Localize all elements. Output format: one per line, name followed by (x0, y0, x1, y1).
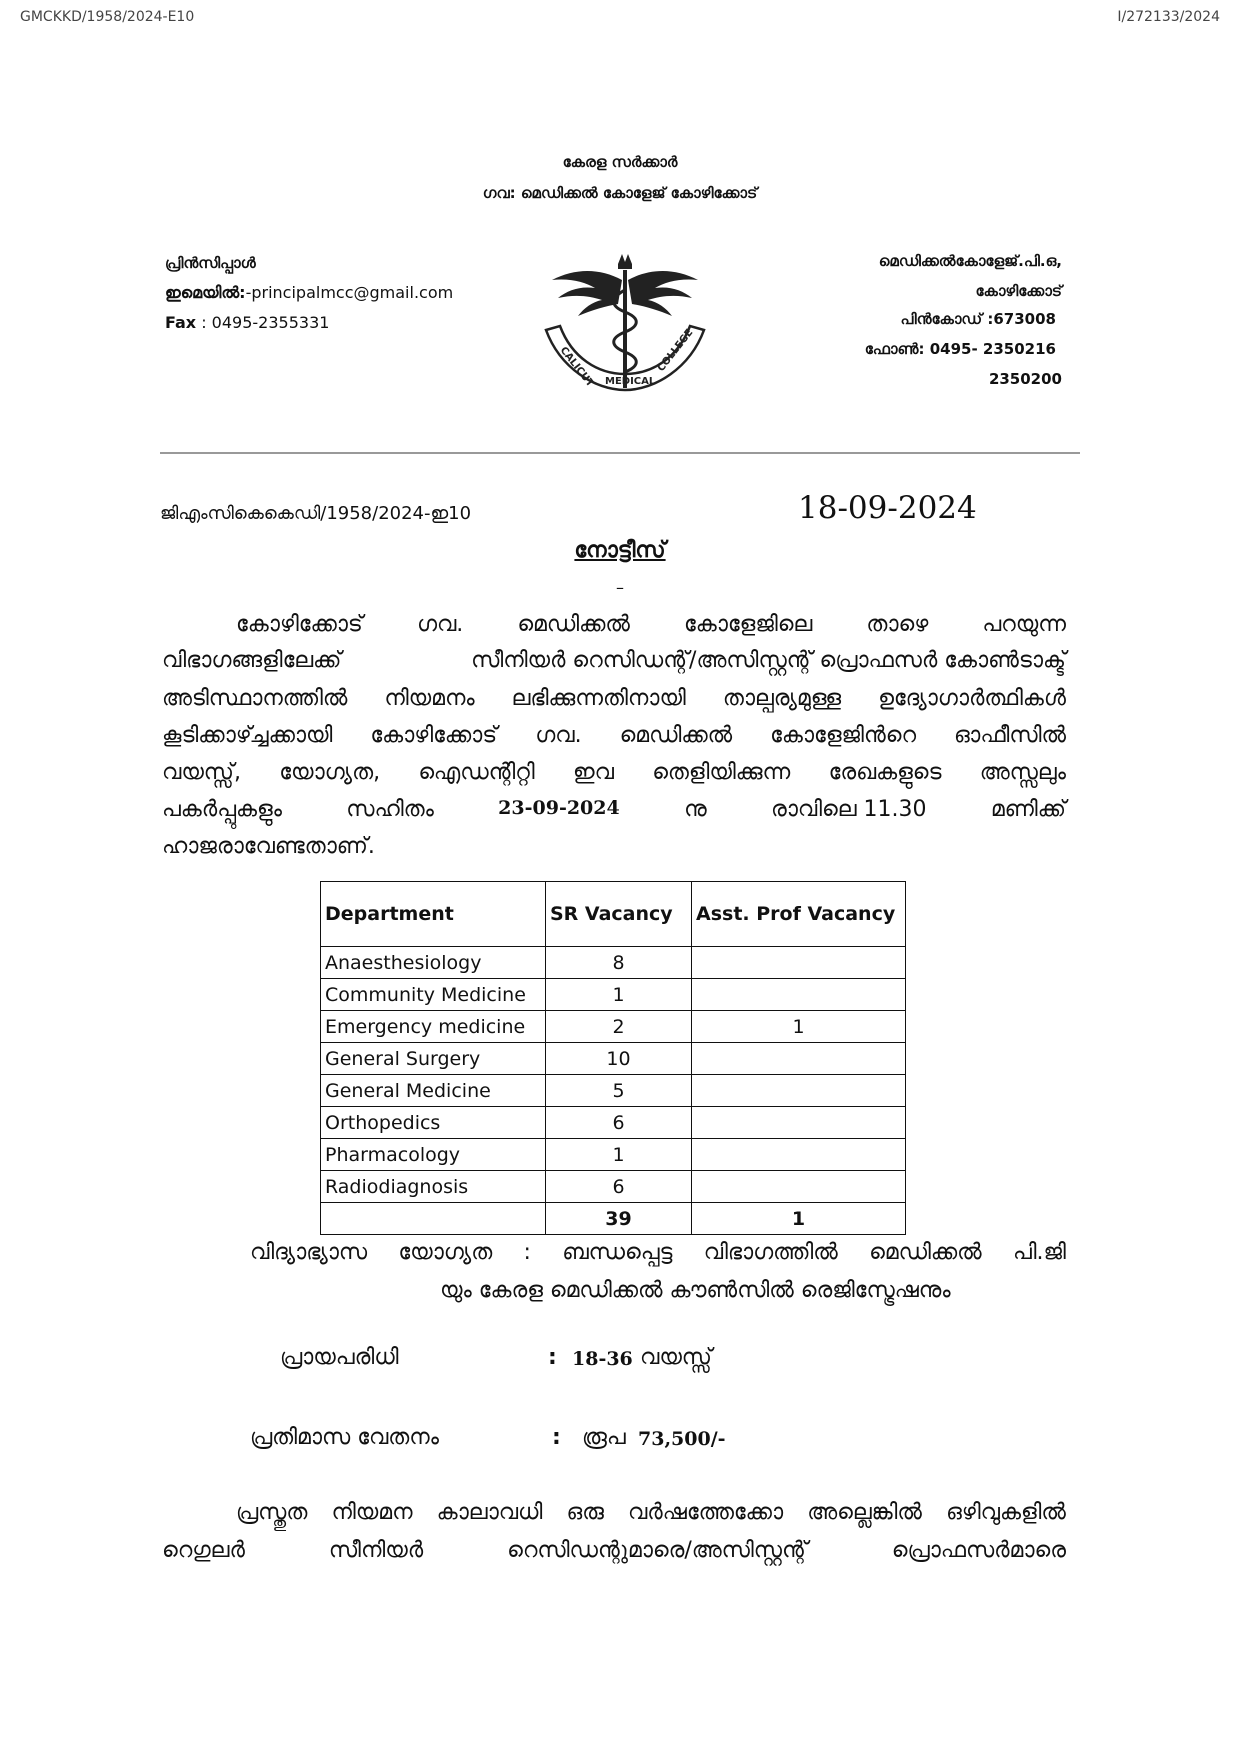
word: പ്രസ്തുത (236, 1500, 308, 1525)
body-line-5 (162, 760, 1066, 785)
ap-total-cell: 1 (692, 1203, 906, 1235)
email-line (165, 283, 453, 303)
word: കോളേജിലെ (684, 612, 813, 637)
salary-prefix: രൂപ (582, 1425, 626, 1450)
ap-vacancy-cell: 1 (692, 1011, 906, 1043)
table-row (321, 1043, 906, 1075)
word: കൂടിക്കാഴ്ച്ചക്കായി (162, 723, 333, 748)
vacancy-table (320, 881, 906, 1235)
column-header: Asst. Prof Vacancy (692, 882, 906, 947)
department-cell: Anaesthesiology (321, 947, 546, 979)
fax-line (165, 313, 329, 332)
government-title: കേരള സർക്കാർ (562, 153, 678, 171)
word: മെഡിക്കൽ (517, 612, 630, 637)
word: പി.ജി (1012, 1240, 1066, 1265)
total-label-cell (321, 1203, 546, 1235)
department-cell: Radiodiagnosis (321, 1171, 546, 1203)
word: തെളിയിക്കുന്ന (652, 760, 791, 785)
body-line-7: ഹാജരാവേണ്ടതാണ്. (162, 834, 375, 859)
column-header: SR Vacancy (546, 882, 692, 947)
word: സഹിതം (346, 797, 434, 822)
principal-title: പ്രിൻസിപ്പാൾ (165, 254, 256, 272)
sr-vacancy-cell: 10 (546, 1043, 692, 1075)
age-separator: : (548, 1345, 557, 1370)
word: ഓഫീസിൽ (954, 723, 1066, 748)
word: : (523, 1240, 531, 1265)
word: കോഴിക്കോട് (236, 612, 363, 637)
ap-vacancy-cell (692, 1139, 906, 1171)
notice-title: നോട്ടീസ് (574, 538, 666, 563)
word: ഗവ. (535, 723, 582, 748)
word: അസ്സലും (979, 760, 1066, 785)
sr-vacancy-cell: 5 (546, 1075, 692, 1107)
word: വിഭാഗത്തിൽ (703, 1240, 838, 1265)
salary-value: 73,500/- (638, 1428, 726, 1450)
word: ഗവ. (416, 612, 464, 637)
word: നിയമനം (384, 686, 475, 711)
word: രേഖകളുടെ (828, 760, 942, 785)
word: ഉദ്യോഗാർത്ഥികൾ (878, 686, 1066, 711)
ap-vacancy-cell (692, 1171, 906, 1203)
department-cell: Pharmacology (321, 1139, 546, 1171)
table-row (321, 1011, 906, 1043)
word: പറയുന്ന (982, 612, 1066, 637)
document-reference-right: I/272133/2024 (1117, 9, 1220, 25)
word: മണിക്ക് (990, 797, 1066, 822)
department-cell: Orthopedics (321, 1107, 546, 1139)
word: സീനിയർ (328, 1538, 424, 1563)
closing-line-1 (236, 1500, 1066, 1525)
department-cell: General Surgery (321, 1043, 546, 1075)
age-value: 18-36 (572, 1348, 633, 1370)
qualification-line-2: യും കേരള മെഡിക്കൽ കൗൺസിൽ രെജിസ്ട്രേഷനും (440, 1278, 951, 1303)
word: ഒരു (566, 1500, 604, 1525)
word: വർഷത്തേക്കോ (627, 1500, 784, 1525)
table-row (321, 1075, 906, 1107)
word: ബന്ധപ്പെട്ട (562, 1240, 673, 1265)
word: കോളേജിൻറെ (770, 723, 917, 748)
word: റെഗുലർ (162, 1538, 245, 1563)
word: സീനിയർ റെസിഡന്റ്/അസിസ്റ്റന്റ് പ്രൊഫസർ കോൺടാക്ട് (471, 648, 1066, 673)
pincode-line: പിൻകോഡ് :673008 (900, 310, 1056, 328)
word: വിഭാഗങ്ങളിലേക്ക് (162, 648, 342, 673)
word: വിദ്യാഭ്യാസ (250, 1240, 368, 1265)
word: യോഗ്യത, (279, 760, 381, 785)
word: നു (684, 797, 707, 822)
body-line-3 (162, 686, 1066, 711)
sr-vacancy-cell: 2 (546, 1011, 692, 1043)
college-logo (540, 250, 710, 400)
interview-time: രാവിലെ 11.30 (771, 797, 927, 822)
word: മെഡിക്കൽ (619, 723, 733, 748)
table-row (321, 1171, 906, 1203)
email-value: -principalmcc@gmail.com (245, 283, 454, 302)
word: കോഴിക്കോട് (370, 723, 498, 748)
svg-text:CALICUT: CALICUT (557, 345, 596, 390)
svg-text:COLLEGE: COLLEGE (655, 327, 696, 374)
table-row (321, 1107, 906, 1139)
word: നിയമന (331, 1500, 413, 1525)
body-line-1 (236, 612, 1066, 637)
word: പ്രൊഫസർമാരെ (891, 1538, 1066, 1563)
sr-vacancy-cell: 6 (546, 1171, 692, 1203)
title-dash: – (616, 578, 624, 597)
fax-value: : 0495-2355331 (196, 313, 330, 332)
department-cell: Community Medicine (321, 979, 546, 1011)
sr-vacancy-cell: 1 (546, 1139, 692, 1171)
word: മെഡിക്കൽ (869, 1240, 982, 1265)
notice-date: 18-09-2024 (798, 490, 977, 526)
address-line-1: മെഡിക്കൽകോളേജ്.പി.ഒ, (878, 252, 1062, 270)
word: ഇവ (572, 760, 614, 785)
college-title: ഗവ: മെഡിക്കൽ കോളേജ് കോഴിക്കോട് (482, 184, 758, 202)
department-cell: General Medicine (321, 1075, 546, 1107)
ap-vacancy-cell (692, 979, 906, 1011)
word: ഒഴിവുകളിൽ (946, 1500, 1066, 1525)
ap-vacancy-cell (692, 1075, 906, 1107)
table-header-row (321, 882, 906, 947)
ap-vacancy-cell (692, 1107, 906, 1139)
ap-vacancy-cell (692, 1043, 906, 1075)
sr-vacancy-cell: 8 (546, 947, 692, 979)
word: പകർപ്പുകളും (162, 797, 282, 822)
document-reference-left: GMCKKD/1958/2024-E10 (20, 9, 195, 25)
phone-line-2: 2350200 (988, 370, 1062, 388)
word: അടിസ്ഥാനത്തിൽ (162, 686, 348, 711)
header-divider (160, 452, 1080, 454)
salary-label: പ്രതിമാസ വേതനം (250, 1425, 439, 1450)
column-header: Department (321, 882, 546, 947)
interview-date: 23-09-2024 (498, 797, 620, 819)
word: ലഭിക്കുന്നതിനായി (511, 686, 686, 711)
department-cell: Emergency medicine (321, 1011, 546, 1043)
email-label: ഇമെയിൽ: (165, 283, 246, 302)
word: വയസ്സ്, (162, 760, 241, 785)
body-line-4 (162, 723, 1066, 748)
table-row (321, 947, 906, 979)
word: ഐഡന്റിറ്റി (418, 760, 535, 785)
reference-number: ജിഎംസികെകെഡി/1958/2024-ഇ10 (160, 503, 472, 524)
word: അല്ലെങ്കിൽ (807, 1500, 922, 1525)
age-label: പ്രായപരിധി (280, 1345, 399, 1370)
table-row (321, 979, 906, 1011)
sr-vacancy-cell: 1 (546, 979, 692, 1011)
svg-text:MEDICAL: MEDICAL (605, 376, 656, 387)
table-total-row (321, 1203, 906, 1235)
qualification-line-1 (250, 1240, 1066, 1265)
age-unit: വയസ്സ് (640, 1345, 712, 1370)
word: റെസിഡന്റുമാരെ/അസിസ്റ്റന്റ് (507, 1538, 808, 1563)
sr-total-cell: 39 (546, 1203, 692, 1235)
address-line-2: കോഴിക്കോട് (975, 282, 1062, 300)
phone-line: ഫോൺ: 0495- 2350216 (864, 340, 1056, 358)
word: കാലാവധി (436, 1500, 543, 1525)
table-row (321, 1139, 906, 1171)
word: യോഗ്യത (398, 1240, 493, 1265)
body-line-2 (162, 648, 1066, 673)
ap-vacancy-cell (692, 947, 906, 979)
word: താഴെ (866, 612, 929, 637)
salary-separator: : (552, 1425, 561, 1450)
sr-vacancy-cell: 6 (546, 1107, 692, 1139)
word: താല്പര്യമുള്ള (722, 686, 842, 711)
body-line-6 (162, 797, 1066, 822)
closing-line-2 (162, 1538, 1066, 1563)
fax-label: Fax (165, 313, 197, 332)
